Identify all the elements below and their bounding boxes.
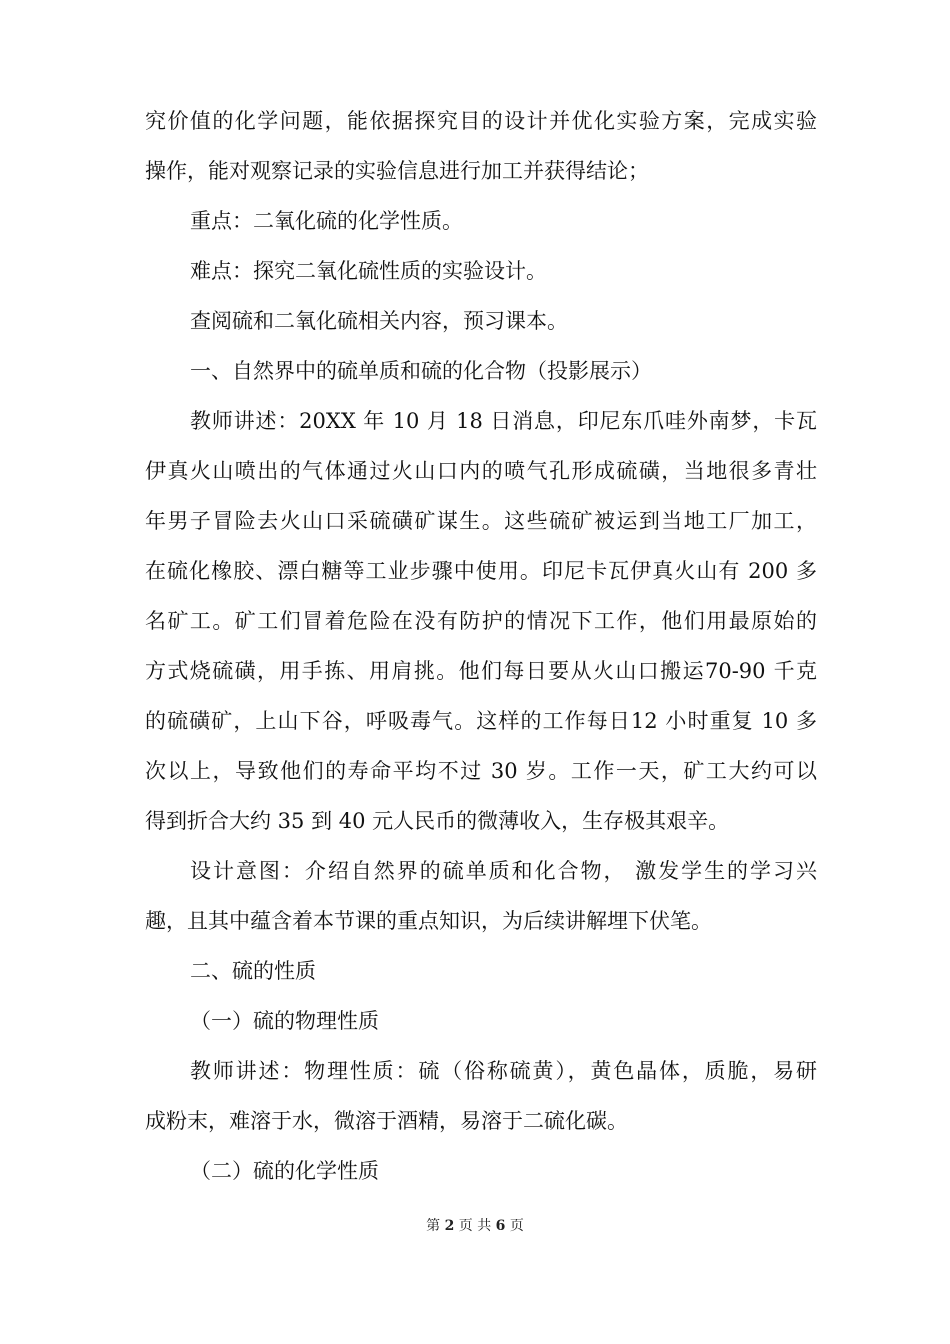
footer-middle: 页 共 <box>458 1218 492 1234</box>
text-line: 年男子冒险去火山口采硫磺矿谋生。这些硫矿被运到当地工厂加工， <box>145 509 817 533</box>
text-line: 教师讲述：20XX 年 10 月 18 日消息，印尼东爪哇外南梦，卡瓦 <box>190 409 817 433</box>
text-line: 设计意图：介绍自然界的硫单质和化合物， 激发学生的学习兴 <box>190 859 817 883</box>
text-line: 次以上，导致他们的寿命平均不过 30 岁。工作一天，矿工大约可以 <box>145 759 817 783</box>
subsection-heading: （二）硫的化学性质 <box>190 1159 379 1183</box>
footer-total-pages: 6 <box>495 1218 506 1234</box>
footer-suffix: 页 <box>509 1218 524 1234</box>
text-line: 名矿工。矿工们冒着危险在没有防护的情况下工作，他们用最原始的 <box>145 609 817 633</box>
text-line: 的硫磺矿，上山下谷，呼吸毒气。这样的工作每日12 小时重复 10 多 <box>145 709 817 733</box>
text-line: 难点：探究二氧化硫性质的实验设计。 <box>190 259 547 283</box>
subsection-heading: （一）硫的物理性质 <box>190 1009 379 1033</box>
footer-page-number: 2 <box>444 1218 455 1234</box>
text-line: 在硫化橡胶、漂白糖等工业步骤中使用。印尼卡瓦伊真火山有 200 多 <box>145 559 817 583</box>
footer-prefix: 第 <box>426 1218 441 1234</box>
text-line: 伊真火山喷出的气体通过火山口内的喷气孔形成硫磺，当地很多青壮 <box>145 459 817 483</box>
page-footer <box>0 1217 950 1235</box>
text-line: 重点：二氧化硫的化学性质。 <box>190 209 463 233</box>
text-line: 方式烧硫磺，用手拣、用肩挑。他们每日要从火山口搬运70-90 千克 <box>145 659 817 683</box>
text-line: 操作，能对观察记录的实验信息进行加工并获得结论； <box>145 159 649 183</box>
text-line: 教师讲述：物理性质：硫（俗称硫黄），黄色晶体，质脆，易研 <box>190 1059 817 1083</box>
text-line: 得到折合大约 35 到 40 元人民币的微薄收入，生存极其艰辛。 <box>145 809 730 833</box>
text-line: 究价值的化学问题，能依据探究目的设计并优化实验方案，完成实验 <box>145 109 817 133</box>
text-line: 查阅硫和二氧化硫相关内容，预习课本。 <box>190 309 568 333</box>
text-line: 趣，且其中蕴含着本节课的重点知识，为后续讲解埋下伏笔。 <box>145 909 712 933</box>
text-line: 成粉末，难溶于水，微溶于酒精，易溶于二硫化碳。 <box>145 1109 628 1133</box>
section-heading: 一、自然界中的硫单质和硫的化合物（投影展示） <box>190 359 652 383</box>
section-heading: 二、硫的性质 <box>190 959 316 983</box>
